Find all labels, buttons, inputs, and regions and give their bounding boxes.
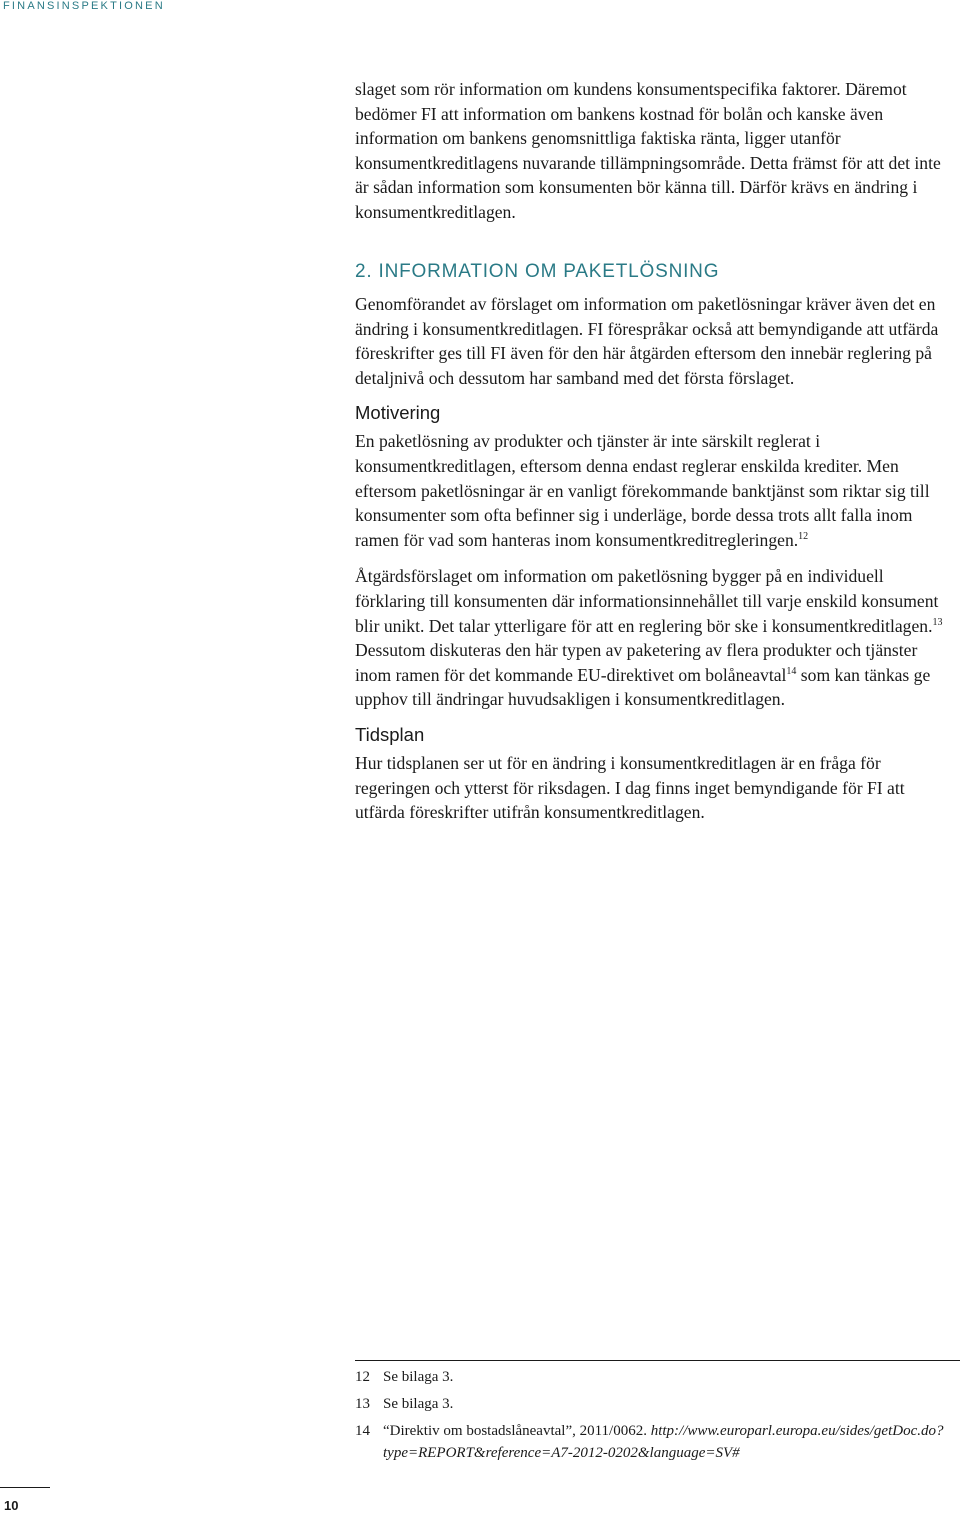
motivering-text-1: En paketlösning av produkter och tjänster är inte särskilt reglerat i konsumentkreditlagen, eftersom denna endast reglerar enskilda krediter. Men eftersom paketlösningar är en vanligt förekommande banktjänst som riktar sig till konsumenter som ofta befinner sig i underläge, borde dessa trots allt falla inom ramen för vad som hanteras inom konsumentkreditregleringen.: [355, 431, 930, 550]
section-paragraph: Genomförandet av förslaget om information om paketlösningar kräver även det en ändring i konsumentkreditlagen. FI förespråkar också att bemyndigande att utfärda föreskrifter ges till FI även för den här åtgärden eftersom den innebär reglering på detaljnivå och dessutom har samband med det första förslaget.: [355, 294, 939, 388]
motivering-paragraph-1: [355, 429, 951, 552]
motivering-text-2c: som kan tänkas ge upphov till ändringar huvudsakligen i konsumentkreditlagen.: [355, 664, 931, 710]
footnote-12: [355, 1366, 960, 1388]
footnote-ref-14[interactable]: 14: [786, 665, 797, 677]
motivering-paragraph-2: [355, 564, 951, 712]
motivering-text-2a: Åtgärdsförslaget om information om paketlösning bygger på en individuell förklaring till konsumenten där informationsinnehållet till varje enskild konsument blir unikt. Det talar ytterligare för att en reglering bör ske i konsumentkreditlagen.: [355, 566, 939, 636]
motivering-text-2b: Dessutom diskuteras den här typen av paketering av flera produkter och tjänster inom ramen för det kommande EU-direktivet om bolåneavtal: [355, 640, 918, 685]
footnote-13: [355, 1393, 960, 1415]
footnote-number: 14: [355, 1423, 370, 1439]
tidsplan-paragraph: Hur tidsplanen ser ut för en ändring i konsumentkreditlagen är en fråga för regeringen och ytterst för riksdagen. I dag finns inget bemyndigande för FI att utfärda föreskrifter utifrån konsumentkreditlagen.: [355, 752, 905, 823]
footnote-citation: “Direktiv om bostadslåneavtal”, 2011/0062.: [383, 1423, 651, 1439]
footnote-text: Se bilaga 3.: [383, 1369, 454, 1385]
section-heading: 2. INFORMATION OM PAKETLÖSNING: [355, 261, 720, 282]
footnote-14: [355, 1420, 960, 1464]
footnote-ref-13[interactable]: 13: [932, 616, 943, 628]
footnote-text: [383, 1420, 960, 1464]
footnote-ref-12[interactable]: 12: [798, 530, 809, 542]
intro-paragraph: slaget som rör information om kundens konsumentspecifika faktorer. Däremot bedömer FI att information om bankens kostnad för bolån och kanske även information om bankens genomsnittliga faktiska ränta, ligger utanför konsumentkreditlagens nuvarande tillämpningsområde. Detta främst för att det inte är sådan information som konsumenten bör känna till. Därför krävs en ändring i konsumentkreditlagen.: [355, 79, 941, 222]
footnote-number: 12: [355, 1369, 370, 1385]
intro-section: [355, 77, 951, 225]
footnote-number: 13: [355, 1396, 370, 1412]
motivering-heading: Motivering: [355, 402, 441, 424]
tidsplan-heading: Tidsplan: [355, 723, 425, 745]
footnote-text: Se bilaga 3.: [383, 1396, 454, 1412]
main-section: [355, 258, 951, 825]
page-number: 10: [0, 1487, 50, 1518]
publisher-header: FINANSINSPEKTIONEN: [3, 0, 165, 12]
footnotes: [355, 1360, 960, 1469]
footnote-link[interactable]: http://www.europarl.europa.eu/sides/getDoc.do?type=REPORT&reference=A7-2012-0202&language=SV#: [383, 1423, 944, 1461]
